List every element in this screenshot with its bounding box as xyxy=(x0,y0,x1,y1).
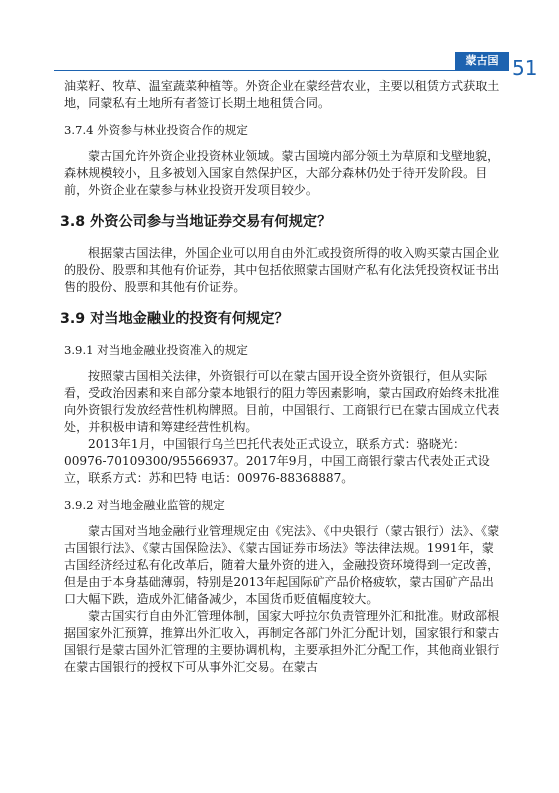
paragraph-forex-management: 蒙古国实行自由外汇管理体制，国家大呼拉尔负责管理外汇和批准。财政部根据国家外汇预算，推算出外汇收入，再制定各部门外汇分配计划，国家银行和蒙古国银行是蒙古国外汇管理的主要协调机构，主要承担外汇分配工作，其他商业银行在蒙古国银行的授权下可从事外汇交易。在蒙古 xyxy=(64,609,500,674)
heading-3-9: 3.9 对当地金融业的投资有何规定？ xyxy=(60,311,289,327)
page-header xyxy=(0,0,559,82)
heading-3-7-4: 3.7.4 外资参与林业投资合作的规定 xyxy=(64,123,248,137)
paragraph-bank-access: 按照蒙古国相关法律，外资银行可以在蒙古国开设全资外资银行，但从实际看，受政治因素和来自部分蒙本地银行的阻力等因素影响，蒙古国政府始终未批准向外资银行发放经营性机构牌照。目前，中国银行、工商银行已在蒙古国成立代表处，并积极申请和筹建经营性机构。 xyxy=(64,369,500,434)
heading-3-8: 3.8 外资公司参与当地证券交易有何规定？ xyxy=(60,214,332,230)
paragraph-securities: 根据蒙古国法律，外国企业可以用自由外汇或投资所得的收入购买蒙古国企业的股份、股票和其他有价证券，其中包括依照蒙古国财产私有化法凭投资权证书出售的股份、股票和其他有价证券。 xyxy=(64,246,500,294)
header-rule xyxy=(54,70,509,71)
paragraph-agriculture-continued: 油菜籽、牧草、温室蔬菜种植等。外资企业在蒙经营农业，主要以租赁方式获取土地，同蒙私有土地所有者签订长期土地租赁合同。 xyxy=(64,79,500,110)
heading-3-9-2: 3.9.2 对当地金融业监管的规定 xyxy=(64,498,225,512)
header-country-label: 蒙古国 xyxy=(465,54,499,67)
paragraph-forestry: 蒙古国允许外资企业投资林业领域。蒙古国境内部分领土为草原和戈壁地貌，森林规模较小，且多被划入国家自然保护区，大部分森林仍处于待开发阶段。目前，外资企业在蒙参与林业投资开发项目较少。 xyxy=(64,149,500,197)
page-number: 51 xyxy=(512,56,538,80)
heading-3-9-1: 3.9.1 对当地金融业投资准入的规定 xyxy=(64,343,248,357)
paragraph-financial-regulation: 蒙古国对当地金融行业管理规定由《宪法》、《中央银行（蒙古银行）法》、《蒙古国银行法》、《蒙古国保险法》、《蒙古国证券市场法》等法律法规。1991年，蒙古国经济经过私有化改革后，随着大量外资的进入，金融投资环境得到一定改善，但是由于本身基础薄弱，特别是2013年起国际矿产品价格疲软，蒙古国矿产品出口大幅下跌，造成外汇储备减少，本国货币贬值幅度较大。 xyxy=(64,524,500,606)
document-body xyxy=(60,78,504,676)
paragraph-bank-contacts: 2013年1月，中国银行乌兰巴托代表处正式设立，联系方式：骆晓光：00976-70109300/95566937。2017年9月，中国工商银行蒙古代表处正式设立，联系方式：苏和巴特 电话：00976-88368887。 xyxy=(64,437,490,485)
